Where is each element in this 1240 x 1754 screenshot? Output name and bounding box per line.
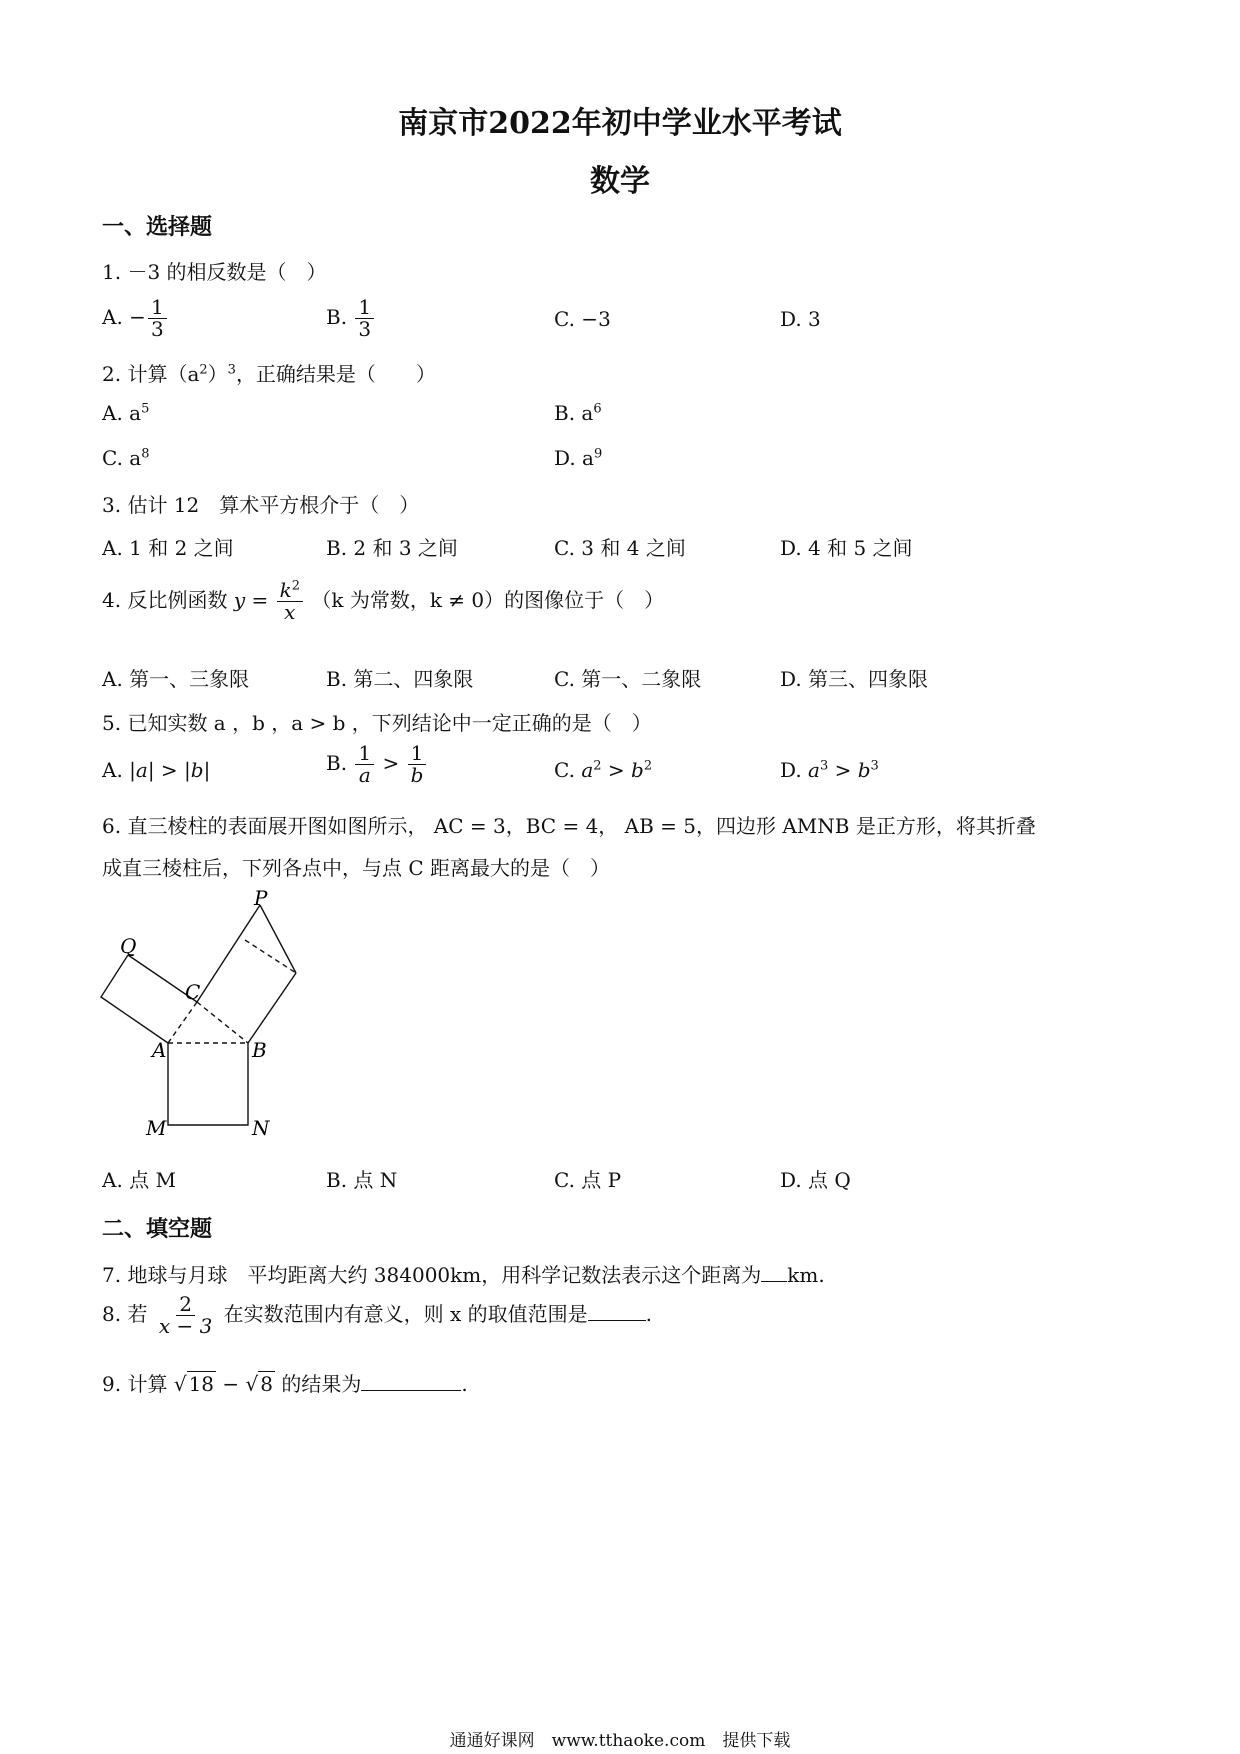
q3-stem: 3. 估计 12 算术平方根介于（ ）	[102, 493, 420, 517]
q4-option-a: A. 第一、三象限	[102, 667, 250, 691]
q5-stem: 5. 已知实数 a ，b ，a > b ，下列结论中一定正确的是（ ）	[102, 711, 652, 735]
label-P: P	[254, 886, 268, 910]
q5-option-a: A. |a| > |b|	[102, 758, 211, 782]
q4-option-b: B. 第二、四象限	[326, 667, 474, 691]
q2-option-d: D. $a^9$	[554, 446, 603, 470]
q1-a-sign: −	[129, 305, 146, 329]
q5-option-b: B. $\frac{1}{a}$ > $\frac{1}{b}$	[326, 743, 428, 786]
q1-option-b	[326, 297, 376, 340]
footer-source: 通通好课网 www.tthaoke.com 提供下载	[449, 1731, 791, 1751]
q6-option-a: A. 点 M	[102, 1168, 176, 1192]
fig-square-left	[101, 955, 168, 1043]
label-A: A	[152, 1038, 167, 1062]
section-choice-title: 一、选择题	[102, 215, 213, 240]
q3-option-a: A. 1 和 2 之间	[102, 536, 234, 560]
q2-option-b: B. $a^6$	[554, 401, 602, 425]
section-fill-title: 二、填空题	[102, 1217, 213, 1242]
q1-a-label: A.	[102, 305, 123, 329]
fig-dash-ac	[168, 1002, 197, 1043]
fig-edge-top-p	[260, 905, 296, 973]
q6-option-c: C. 点 P	[554, 1168, 622, 1192]
q4-option-c: C. 第一、二象限	[554, 667, 702, 691]
q2-stem: 2. 计算$(a^2)^3$，正确结果是（ ）	[102, 362, 436, 386]
q3-option-c: C. 3 和 4 之间	[554, 536, 686, 560]
fig-edge-bp	[248, 973, 296, 1043]
q7-stem: 7. 地球与月球 平均距离大约 384000km，用科学记数法表示这个距离为 km.	[102, 1263, 825, 1287]
q2-option-a: A. $a^5$	[102, 401, 150, 425]
q3-option-b: B. 2 和 3 之间	[326, 536, 458, 560]
exam-subject: 数学	[590, 164, 650, 199]
q5-option-c: C. $a^2 > b^2$	[554, 758, 653, 782]
q9-stem: 9. 计算 √ 18 − √ 8 的结果为 .	[102, 1372, 468, 1396]
q1-stem: 1. －3 的相反数是（ ）	[102, 260, 327, 284]
q1-option-c: C. −3	[554, 307, 611, 331]
q6-figure	[90, 885, 320, 1145]
sqrt-icon: √	[245, 1372, 259, 1396]
q1-a-fraction: $\frac{1}{3}$	[148, 297, 167, 340]
q3-option-d: D. 4 和 5 之间	[780, 536, 913, 560]
q8-fraction: $\frac{2}{x - 3}$	[158, 1292, 213, 1338]
q7-answer-blank[interactable]	[761, 1263, 787, 1282]
q6-stem-line1: 6. 直三棱柱的表面展开图如图所示， AC = 3，BC = 4， AB = 5，四边形 AMNB 是正方形，将其折叠	[102, 814, 1036, 838]
q5-option-d: D. $a^3 > b^3$	[780, 758, 879, 782]
q4-fraction: $\frac{k^2}{x}$	[277, 580, 303, 623]
label-M: M	[146, 1116, 167, 1140]
q4-option-d: D. 第三、四象限	[780, 667, 929, 691]
fig-square-bottom	[168, 1043, 248, 1125]
fig-edge-cp	[197, 905, 260, 1002]
q4-stem: 4. 反比例函数 y = $\frac{k^2}{x}$ （k 为常数，k ≠ 0）的图像位于（ ）	[102, 578, 665, 624]
q1-b-label: B.	[326, 305, 348, 329]
q1-option-d: D. 3	[780, 307, 821, 331]
label-N: N	[252, 1116, 270, 1140]
q9-answer-blank[interactable]	[361, 1372, 461, 1391]
q1-option-a	[102, 297, 169, 340]
q6-option-b: B. 点 N	[326, 1168, 398, 1192]
label-Q: Q	[120, 934, 137, 958]
exam-title: 南京市2022年初中学业水平考试	[398, 106, 842, 141]
fig-dash-cp2	[245, 940, 296, 973]
q6-option-d: D. 点 Q	[780, 1168, 851, 1192]
fig-dash-cb	[197, 1002, 248, 1043]
q2-option-c: C. $a^8$	[102, 446, 150, 470]
label-C: C	[185, 980, 201, 1004]
label-B: B	[252, 1038, 267, 1062]
q6-stem-line2: 成直三棱柱后，下列各点中，与点 C 距离最大的是（ ）	[102, 856, 611, 880]
sqrt-icon: √	[173, 1372, 187, 1396]
q8-stem: 8. 若 $\frac{2}{x - 3}$ 在实数范围内有意义，则 x 的取值范围是 .	[102, 1292, 653, 1338]
q8-answer-blank[interactable]	[588, 1302, 646, 1321]
q1-b-fraction: $\frac{1}{3}$	[355, 297, 374, 340]
